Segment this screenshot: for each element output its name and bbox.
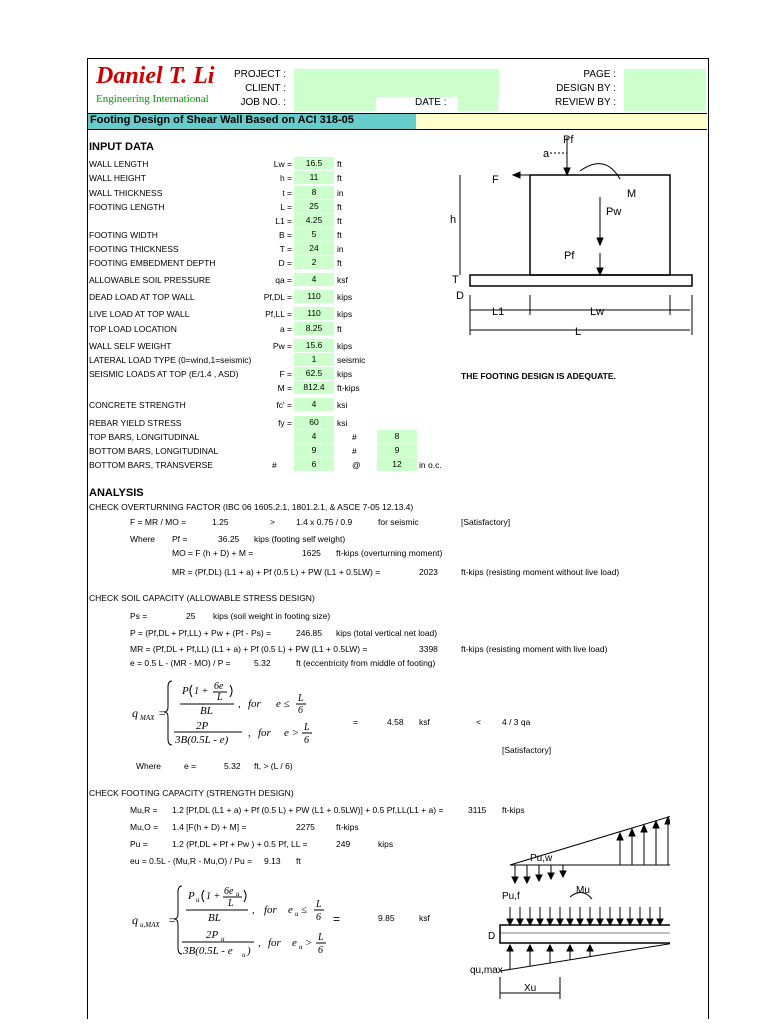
f-mur-eq: Mu,R = <box>130 805 158 815</box>
ot-pf-eq: Pf = <box>172 534 188 544</box>
svg-text:L: L <box>318 932 324 943</box>
input-symbol: T = <box>279 244 292 254</box>
input-symbol: Pw = <box>272 341 292 351</box>
ot-mr-note: ft-kips (resisting moment without live load) <box>461 567 620 577</box>
s-mr-eq: MR = (Pf,DL + Pf,LL) (L1 + a) + Pf (0.5 L) + PW (L1 + 0.5LW) = <box>130 644 368 654</box>
f-q-unit: ksf <box>419 913 430 923</box>
svg-text:for: for <box>264 904 277 916</box>
svg-text:=: = <box>158 706 167 720</box>
s-q-eq: = <box>353 717 358 727</box>
ot-mr-val: 2023 <box>419 567 438 577</box>
review-by-label: REVIEW BY : <box>555 97 616 108</box>
adequacy-message: THE FOOTING DESIGN IS ADEQUATE. <box>461 371 616 381</box>
input-unit: ksf <box>337 275 348 285</box>
a-label: a <box>543 148 550 160</box>
svg-text:u: u <box>299 943 303 951</box>
input-unit: ft <box>337 258 342 268</box>
input-symbol: B = <box>279 230 292 240</box>
svg-text:,: , <box>258 937 261 949</box>
date-field[interactable] <box>458 97 498 111</box>
ot-pf-note: kips (footing self weight) <box>254 534 346 544</box>
mu-label: Mu <box>576 885 590 896</box>
ot-status: [Satisfactory] <box>461 517 511 527</box>
input-label: WALL HEIGHT <box>89 173 146 183</box>
rebar-size-cell[interactable]: 8 <box>377 430 417 443</box>
svg-text:): ) <box>247 945 251 957</box>
f-muo-eq: Mu,O = <box>130 822 159 832</box>
ot-mr-eq: MR = (Pf,DL) (L1 + a) + Pf (0.5 L) + PW (L1 + 0.5LW) = <box>172 567 381 577</box>
f-pu-eq: Pu = <box>130 839 148 849</box>
date-label: DATE : <box>415 97 447 108</box>
s-p-eq: P = (Pf,DL + Pf,LL) + Pw + (Pf - Ps) = <box>130 628 272 638</box>
rebar-size-cell[interactable]: 9 <box>377 444 417 457</box>
s-ps-note: kips (soil weight in footing size) <box>213 611 331 621</box>
ot-op: > <box>270 517 275 527</box>
ot-eq: F = MR / MO = <box>130 517 187 527</box>
footing-outline <box>470 275 692 286</box>
ot-pf-val: 36.25 <box>218 534 240 544</box>
s-where-val: 5.32 <box>224 761 241 771</box>
s-where-eq: e = <box>184 761 197 771</box>
svg-text:for: for <box>248 698 261 710</box>
f-muo-expr: 1.4 [F(h + D) + M] = <box>172 822 247 832</box>
input-symbol: fc' = <box>276 400 292 410</box>
rebar-unit: in o.c. <box>419 460 442 470</box>
input-label: FOOTING THICKNESS <box>89 244 179 254</box>
title-bar-fill <box>416 113 707 130</box>
svg-text:≤: ≤ <box>301 904 308 916</box>
logo-subtitle: Engineering International <box>96 93 209 105</box>
input-value-cell[interactable]: 62.5 <box>294 367 334 380</box>
h-label: h <box>450 214 457 226</box>
input-label: FOOTING LENGTH <box>89 202 165 212</box>
input-symbol: L1 = <box>275 216 292 226</box>
input-label: SEISMIC LOADS AT TOP (E/1.4 , ASD) <box>89 369 239 379</box>
svg-text:for: for <box>258 727 271 739</box>
input-unit: ft <box>337 324 342 334</box>
d-label: D <box>456 290 464 302</box>
input-symbol: L = <box>280 202 292 212</box>
input-unit: ft <box>337 173 342 183</box>
strength-title: CHECK FOOTING CAPACITY (STRENGTH DESIGN) <box>89 788 294 798</box>
svg-text:P: P <box>188 890 195 902</box>
svg-text:3B(0.5L - e): 3B(0.5L - e) <box>175 734 229 746</box>
page-title: Footing Design of Shear Wall Based on ACI 318-05 <box>90 114 354 126</box>
input-value-cell[interactable]: 8 <box>294 186 334 199</box>
input-label: WALL SELF WEIGHT <box>89 341 172 351</box>
s-q-rhs: 4 / 3 qa <box>502 717 531 727</box>
m-label: M <box>627 188 637 200</box>
input-symbol: F = <box>279 369 292 379</box>
elevation-diagram <box>440 135 710 335</box>
svg-text:u: u <box>236 890 240 898</box>
xu-label: Xu <box>524 983 537 994</box>
rebar-symbol: # <box>352 432 357 442</box>
input-label: LATERAL LOAD TYPE (0=wind,1=seismic) <box>89 355 252 365</box>
svg-text:e: e <box>288 904 293 916</box>
svg-text:L: L <box>228 898 234 909</box>
svg-text:L: L <box>304 722 310 733</box>
svg-text:,: , <box>238 698 241 710</box>
svg-text:L: L <box>298 693 304 704</box>
puw-label: Pu,w <box>530 853 553 864</box>
svg-text:6e: 6e <box>214 681 224 692</box>
input-unit: kips <box>337 369 353 379</box>
input-value-cell[interactable]: 812.4 <box>294 381 334 394</box>
svg-text:L: L <box>316 899 322 910</box>
input-label: FOOTING WIDTH <box>89 230 158 240</box>
input-value-cell[interactable]: 11 <box>294 171 334 184</box>
input-unit: ft-kips <box>337 383 360 393</box>
f-q-val: 9.85 <box>378 913 395 923</box>
s-mr-note: ft-kips (resisting moment with live load) <box>461 644 608 654</box>
input-label: FOOTING EMBEDMENT DEPTH <box>89 258 216 268</box>
svg-text:=: = <box>168 913 177 927</box>
svg-text:u: u <box>221 935 225 943</box>
svg-text:e: e <box>292 937 297 949</box>
f-q-eq: = <box>333 912 341 926</box>
input-value-cell[interactable]: 16.5 <box>294 157 334 170</box>
s-ps-val: 25 <box>186 611 196 621</box>
svg-text:BL: BL <box>200 705 213 717</box>
svg-text:L: L <box>217 692 223 703</box>
qumax-label: qu,max <box>470 965 503 976</box>
input-label: CONCRETE STRENGTH <box>89 400 186 410</box>
svg-text:u: u <box>242 951 246 959</box>
input-unit: ft <box>337 159 342 169</box>
input-symbol: fy = <box>278 418 292 428</box>
input-unit: ft <box>337 202 342 212</box>
s-q-val: 4.58 <box>387 717 404 727</box>
d2-label: D <box>488 931 496 942</box>
l1-label: L1 <box>492 306 505 318</box>
s-q-op: < <box>476 717 481 727</box>
input-value-cell[interactable]: 4 <box>294 398 334 411</box>
f-mur-unit: ft-kips <box>502 805 525 815</box>
f-pu-expr: 1.2 (Pf,DL + Pf + Pw ) + 0.5 Pf, LL = <box>172 839 308 849</box>
svg-text:q: q <box>132 913 138 927</box>
svg-text:u,MAX: u,MAX <box>140 921 160 929</box>
svg-text:6: 6 <box>298 705 303 716</box>
strength-diagram <box>470 815 670 1015</box>
pf-label: Pf <box>563 135 574 146</box>
input-label: TOP LOAD LOCATION <box>89 324 177 334</box>
input-label: DEAD LOAD AT TOP WALL <box>89 292 195 302</box>
ot-rhs: 1.4 x 0.75 / 0.9 <box>296 517 353 527</box>
svg-text:6: 6 <box>304 735 309 746</box>
pw-label: Pw <box>606 206 622 218</box>
svg-text:MAX: MAX <box>140 714 155 722</box>
analysis-heading: ANALYSIS <box>89 487 144 499</box>
input-symbol: qa = <box>275 275 292 285</box>
s-where-note: ft, > (L / 6) <box>254 761 293 771</box>
client-label: CLIENT : <box>245 83 286 94</box>
svg-text:>: > <box>305 937 313 949</box>
f-mur-expr: 1.2 [Pf,DL (L1 + a) + Pf (0.5 L) + PW (L1 + 0.5LW)] + 0.5 Pf,LL(L1 + a) = <box>172 805 444 815</box>
svg-text:1 +: 1 + <box>206 891 221 902</box>
input-value-cell[interactable]: 15.6 <box>294 339 334 352</box>
qmax-formula <box>130 675 330 749</box>
svg-text:for: for <box>268 937 281 949</box>
input-value-cell[interactable]: 5 <box>294 228 334 241</box>
page-field[interactable] <box>624 69 706 111</box>
s-e-note: ft (eccentricity from middle of footing) <box>296 658 436 668</box>
s-e-val: 5.32 <box>254 658 271 668</box>
rebar-label: TOP BARS, LONGITUDINAL <box>89 432 200 442</box>
rebar-count-cell[interactable]: 9 <box>294 444 334 457</box>
input-unit: ksi <box>337 400 348 410</box>
project-label: PROJECT : <box>233 69 286 80</box>
rebar-symbol: @ <box>352 460 361 470</box>
s-mr-val: 3398 <box>419 644 438 654</box>
input-symbol: D = <box>278 258 292 268</box>
input-heading: INPUT DATA <box>89 141 154 153</box>
rebar-count-cell[interactable]: 4 <box>294 430 334 443</box>
svg-text:e ≤: e ≤ <box>276 698 290 710</box>
t-label: T <box>452 274 459 286</box>
svg-text:u: u <box>196 896 200 904</box>
f-eu-unit: ft <box>296 856 301 866</box>
jobno-field[interactable] <box>294 97 376 111</box>
input-value-cell[interactable]: 2 <box>294 256 334 269</box>
input-value-cell[interactable]: 60 <box>294 416 334 429</box>
f-pu-val: 249 <box>336 839 351 849</box>
svg-text:e >: e > <box>284 727 300 739</box>
input-value-cell[interactable]: 4.25 <box>294 214 334 227</box>
input-label: WALL LENGTH <box>89 159 149 169</box>
svg-text:q: q <box>132 706 138 720</box>
ot-mo-note: ft-kips (overturning moment) <box>336 548 443 558</box>
input-label: LIVE LOAD AT TOP WALL <box>89 309 190 319</box>
rebar-prefix: # <box>272 460 277 470</box>
ot-note: for seismic <box>378 517 419 527</box>
input-value-cell[interactable]: 4 <box>294 273 334 286</box>
overturn-title: CHECK OVERTURNING FACTOR (IBC 06 1605.2.1, 1801.2.1, & ASCE 7-05 12.13.4) <box>89 502 414 512</box>
svg-text:P: P <box>182 685 189 697</box>
f-muo-unit: ft-kips <box>336 822 359 832</box>
s-where-label: Where <box>136 761 162 771</box>
input-unit: kips <box>337 292 353 302</box>
input-label: WALL THICKNESS <box>89 188 163 198</box>
soil-title: CHECK SOIL CAPACITY (ALLOWABLE STRESS DESIGN) <box>89 593 315 603</box>
ot-mo-eq: MO = F (h + D) + M = <box>172 548 254 558</box>
input-symbol: Lw = <box>273 159 292 169</box>
input-unit: kips <box>337 341 353 351</box>
s-e-eq: e = 0.5 L - (MR - MO) / P = <box>130 658 231 668</box>
input-unit: in <box>337 188 344 198</box>
input-value-cell[interactable]: 25 <box>294 200 334 213</box>
ot-where: Where <box>130 534 156 544</box>
input-label: ALLOWABLE SOIL PRESSURE <box>89 275 211 285</box>
svg-text:6e: 6e <box>224 886 234 897</box>
input-value-cell[interactable]: 8.25 <box>294 322 334 335</box>
s-ps-eq: Ps = <box>130 611 148 621</box>
svg-text:u: u <box>295 910 299 918</box>
svg-text:1 +: 1 + <box>194 686 209 697</box>
input-unit: in <box>337 244 344 254</box>
input-unit: ft <box>337 230 342 240</box>
input-symbol: a = <box>279 324 292 334</box>
input-unit: kips <box>337 309 353 319</box>
svg-text:BL: BL <box>208 912 221 924</box>
svg-text:2P: 2P <box>196 720 209 732</box>
l-label: L <box>575 326 582 335</box>
svg-text:6: 6 <box>318 945 323 956</box>
rebar-label: BOTTOM BARS, LONGITUDINAL <box>89 446 219 456</box>
svg-text:6: 6 <box>316 912 321 923</box>
svg-text:,: , <box>252 904 255 916</box>
input-symbol: h = <box>279 173 292 183</box>
svg-text:3B(0.5L - e: 3B(0.5L - e <box>183 945 233 957</box>
f-eu-eq: eu = 0.5L - (Mu,R - Mu,O) / Pu = <box>130 856 253 866</box>
f-label: F <box>492 174 499 186</box>
input-value-cell[interactable]: 110 <box>294 307 334 320</box>
input-value-cell[interactable]: 110 <box>294 290 334 303</box>
input-unit: seismic <box>337 355 366 365</box>
rebar-count-cell[interactable]: 6 <box>294 458 334 471</box>
input-symbol: Pf,LL = <box>265 309 292 319</box>
input-value-cell[interactable]: 24 <box>294 242 334 255</box>
svg-text:,: , <box>248 727 251 739</box>
f-eu-val: 9.13 <box>264 856 281 866</box>
rebar-symbol: # <box>352 446 357 456</box>
input-label: REBAR YIELD STRESS <box>89 418 182 428</box>
input-unit: ft <box>337 216 342 226</box>
rebar-size-cell[interactable]: 12 <box>377 458 417 471</box>
s-q-unit: ksf <box>419 717 430 727</box>
rebar-label: BOTTOM BARS, TRANSVERSE <box>89 460 213 470</box>
ot-val: 1.25 <box>212 517 229 527</box>
svg-text:2P: 2P <box>206 929 219 941</box>
input-symbol: M = <box>277 383 292 393</box>
input-symbol: t = <box>282 188 292 198</box>
design-by-label: DESIGN BY : <box>556 83 616 94</box>
s-p-note: kips (total vertical net load) <box>336 628 438 638</box>
page-label: PAGE : <box>583 69 616 80</box>
logo-name: Daniel T. Li <box>96 63 215 89</box>
jobno-label: JOB NO. : <box>240 97 286 108</box>
qu-max-formula <box>130 880 350 960</box>
project-field[interactable] <box>294 69 499 97</box>
f-pu-unit: kips <box>378 839 394 849</box>
ot-mo-val: 1625 <box>302 548 321 558</box>
lw-label: Lw <box>590 306 605 318</box>
pf2-label: Pf <box>564 250 575 262</box>
s-q-status: [Satisfactory] <box>502 745 552 755</box>
puf-label: Pu,f <box>502 891 520 902</box>
input-unit: ksi <box>337 418 348 428</box>
s-p-val: 246.85 <box>296 628 322 638</box>
f-mur-val: 3115 <box>468 805 487 815</box>
input-symbol: Pf,DL = <box>263 292 292 302</box>
input-value-cell[interactable]: 1 <box>294 353 334 366</box>
f-muo-val: 2275 <box>296 822 315 832</box>
